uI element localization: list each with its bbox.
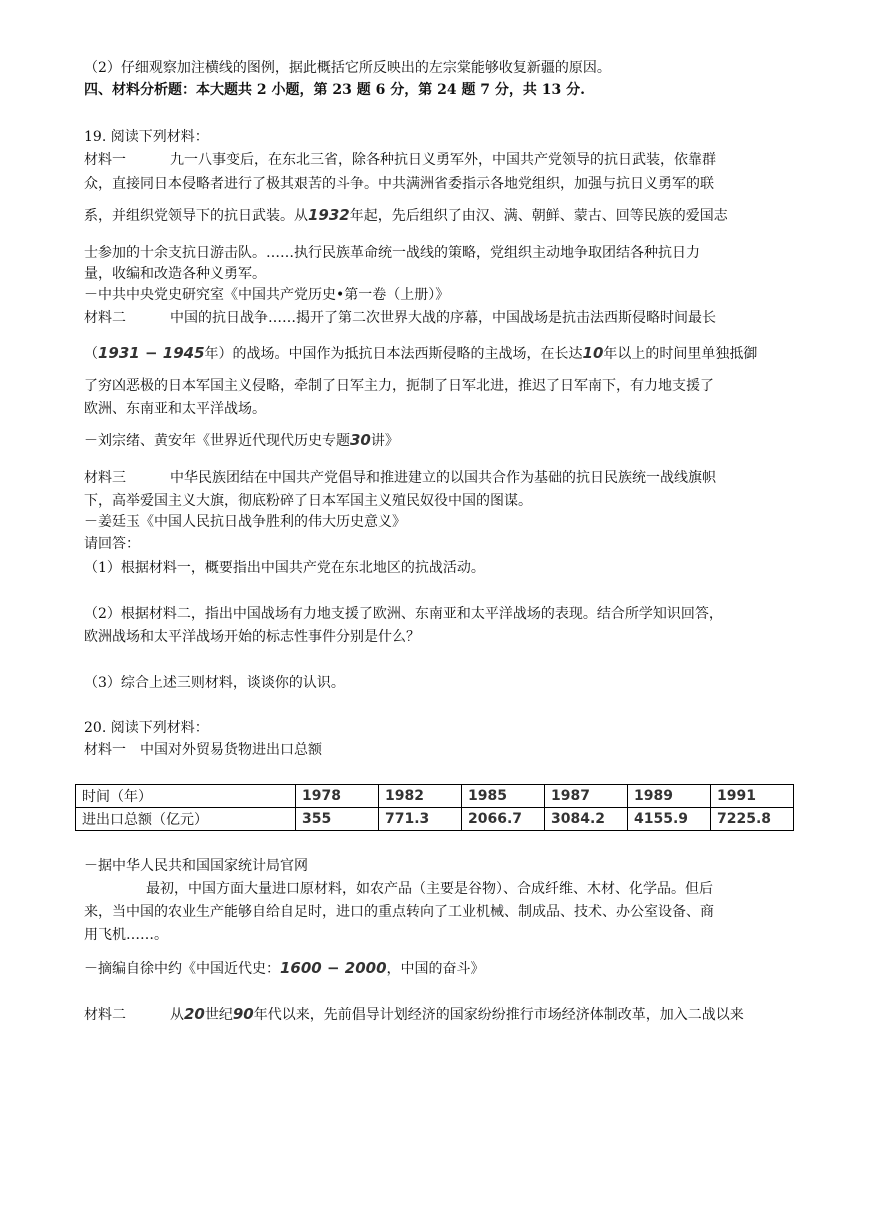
table-cell-value: 7225.8 xyxy=(711,808,794,831)
table-row xyxy=(76,808,794,831)
q20-material1-title: 材料一 中国对外贸易货物进出口总额 xyxy=(84,742,322,758)
q19-material2-source xyxy=(84,430,399,451)
text-segment: 从 xyxy=(170,1007,184,1023)
q20-material2-line1 xyxy=(84,1004,744,1025)
year-1932: 1932 xyxy=(308,206,350,224)
q19-material1-text: 九一八事变后，在东北三省，除各种抗日义勇军外，中国共产党领导的抗日武装，依靠群 xyxy=(170,152,716,168)
q19-question2-line2: 欧洲战场和太平洋战场开始的标志性事件分别是什么？ xyxy=(84,629,420,645)
table-cell-year: 1987 xyxy=(545,785,628,808)
previous-question: （2）仔细观察加注横线的图例，据此概括它所反映出的左宗棠能够收复新疆的原因。 xyxy=(84,60,611,76)
q19-question2-line1: （2）根据材料二，指出中国战场有力地支援了欧洲、东南亚和太平洋战场的表现。结合所学知识回答， xyxy=(84,606,723,622)
q20-material2-label: 材料二 xyxy=(84,1007,126,1023)
text-segment: （ xyxy=(84,346,98,362)
q20-intro: 20. 阅读下列材料： xyxy=(84,720,209,736)
table-cell-value: 3084.2 xyxy=(545,808,628,831)
table-cell-value: 771.3 xyxy=(379,808,462,831)
q19-material1-source: －中共中央党史研究室《中国共产党历史•第一卷（上册）》 xyxy=(84,287,450,303)
text-segment: 世纪 xyxy=(204,1007,233,1023)
q19-material3-text: 中华民族团结在中国共产党倡导和推进建立的以国共合作为基础的抗日民族统一战线旗帜 xyxy=(170,470,716,486)
text-segment: －刘宗绪、黄安年《世界近代现代历史专题 xyxy=(84,433,350,449)
q19-material1-line1 xyxy=(84,150,716,170)
q19-material2-line4: 欧洲、东南亚和太平洋战场。 xyxy=(84,401,266,417)
text-segment: －摘编自徐中约《中国近代史： xyxy=(84,961,280,977)
table-cell-year: 1978 xyxy=(296,785,379,808)
q19-question1: （1）根据材料一，概要指出中国共产党在东北地区的抗战活动。 xyxy=(84,560,485,576)
q19-material3-source: －姜廷玉《中国人民抗日战争胜利的伟大历史意义》 xyxy=(84,514,406,530)
section-heading: 四、材料分析题：本大题共 2 小题，第 23 题 6 分，第 24 题 7 分，共 13 分. xyxy=(84,82,586,98)
text-segment: 系，并组织党领导下的抗日武装。从 xyxy=(84,208,308,224)
q20-paragraph-source xyxy=(84,958,485,979)
text-segment: 年以上的时间里单独抵御 xyxy=(603,346,758,362)
text-segment: 年代以来，先前倡导计划经济的国家纷纷推行市场经济体制改革，加入二战以来 xyxy=(253,1007,744,1023)
number-10: 10 xyxy=(582,344,604,362)
q20-paragraph-line1: 最初，中国方面大量进口原材料，如农产品（主要是谷物）、合成纤维、木材、化学品。但后 xyxy=(146,881,713,897)
q19-question3: （3）综合上述三则材料，谈谈你的认识。 xyxy=(84,675,345,691)
q19-material3-line1 xyxy=(84,468,716,488)
table-cell-value: 2066.7 xyxy=(462,808,545,831)
q19-material1-line3 xyxy=(84,205,728,226)
table-cell-year: 1982 xyxy=(379,785,462,808)
q19-material1-line5: 量，收编和改造各种义勇军。 xyxy=(84,266,266,282)
table-cell-year: 1989 xyxy=(628,785,711,808)
q19-material1-line2: 众，直接同日本侵略者进行了极其艰苦的斗争。中共满洲省委指示各地党组织，加强与抗日义勇军的联 xyxy=(84,176,714,192)
q19-material1-line4: 士参加的十余支抗日游击队。……执行民族革命统一战线的策略，党组织主动地争取团结各种抗日力 xyxy=(84,245,700,261)
q19-material2-label: 材料二 xyxy=(84,310,126,326)
number-90: 90 xyxy=(232,1005,254,1023)
number-30: 30 xyxy=(350,431,371,449)
table-cell-value: 355 xyxy=(296,808,379,831)
table-cell-value: 4155.9 xyxy=(628,808,711,831)
q19-material2-text: 中国的抗日战争……揭开了第二次世界大战的序幕，中国战场是抗击法西斯侵略时间最长 xyxy=(170,310,716,326)
q19-ask: 请回答： xyxy=(84,536,140,552)
table-row xyxy=(76,785,794,808)
q19-material1-label: 材料一 xyxy=(84,152,126,168)
table-header-cell: 进出口总额（亿元） xyxy=(76,808,296,831)
text-segment: ，中国的奋斗》 xyxy=(386,961,485,977)
q20-paragraph-line3: 用飞机……。 xyxy=(84,927,168,943)
text-segment: 年）的战场。中国作为抵抗日本法西斯侵略的主战场，在长达 xyxy=(204,346,583,362)
table-cell-year: 1991 xyxy=(711,785,794,808)
q19-material2-line3: 了穷凶恶极的日本军国主义侵略，牵制了日军主力，扼制了日军北进，推迟了日军南下，有力地支援了 xyxy=(84,378,714,394)
q19-intro: 19. 阅读下列材料： xyxy=(84,129,209,145)
table-cell-year: 1985 xyxy=(462,785,545,808)
table-header-cell: 时间（年） xyxy=(76,785,296,808)
text-segment: 年起，先后组织了由汉、满、朝鲜、蒙古、回等民族的爱国志 xyxy=(349,208,728,224)
q19-material3-line2: 下，高举爱国主义大旗，彻底粉碎了日本军国主义殖民奴役中国的图谋。 xyxy=(84,493,532,509)
q19-material3-label: 材料三 xyxy=(84,470,126,486)
text-segment: 讲》 xyxy=(370,433,399,449)
q20-table-source: －据中华人民共和国国家统计局官网 xyxy=(84,858,308,874)
year-range-1931-1945: 1931 − 1945 xyxy=(98,344,205,362)
year-range-1600-2000: 1600 − 2000 xyxy=(280,959,387,977)
number-20: 20 xyxy=(184,1005,205,1023)
trade-table xyxy=(75,784,794,831)
q20-paragraph-line2: 来，当中国的农业生产能够自给自足时，进口的重点转向了工业机械、制成品、技术、办公室设备、商 xyxy=(84,904,714,920)
q19-material2-line1 xyxy=(84,308,716,328)
q19-material2-line2 xyxy=(84,343,757,364)
